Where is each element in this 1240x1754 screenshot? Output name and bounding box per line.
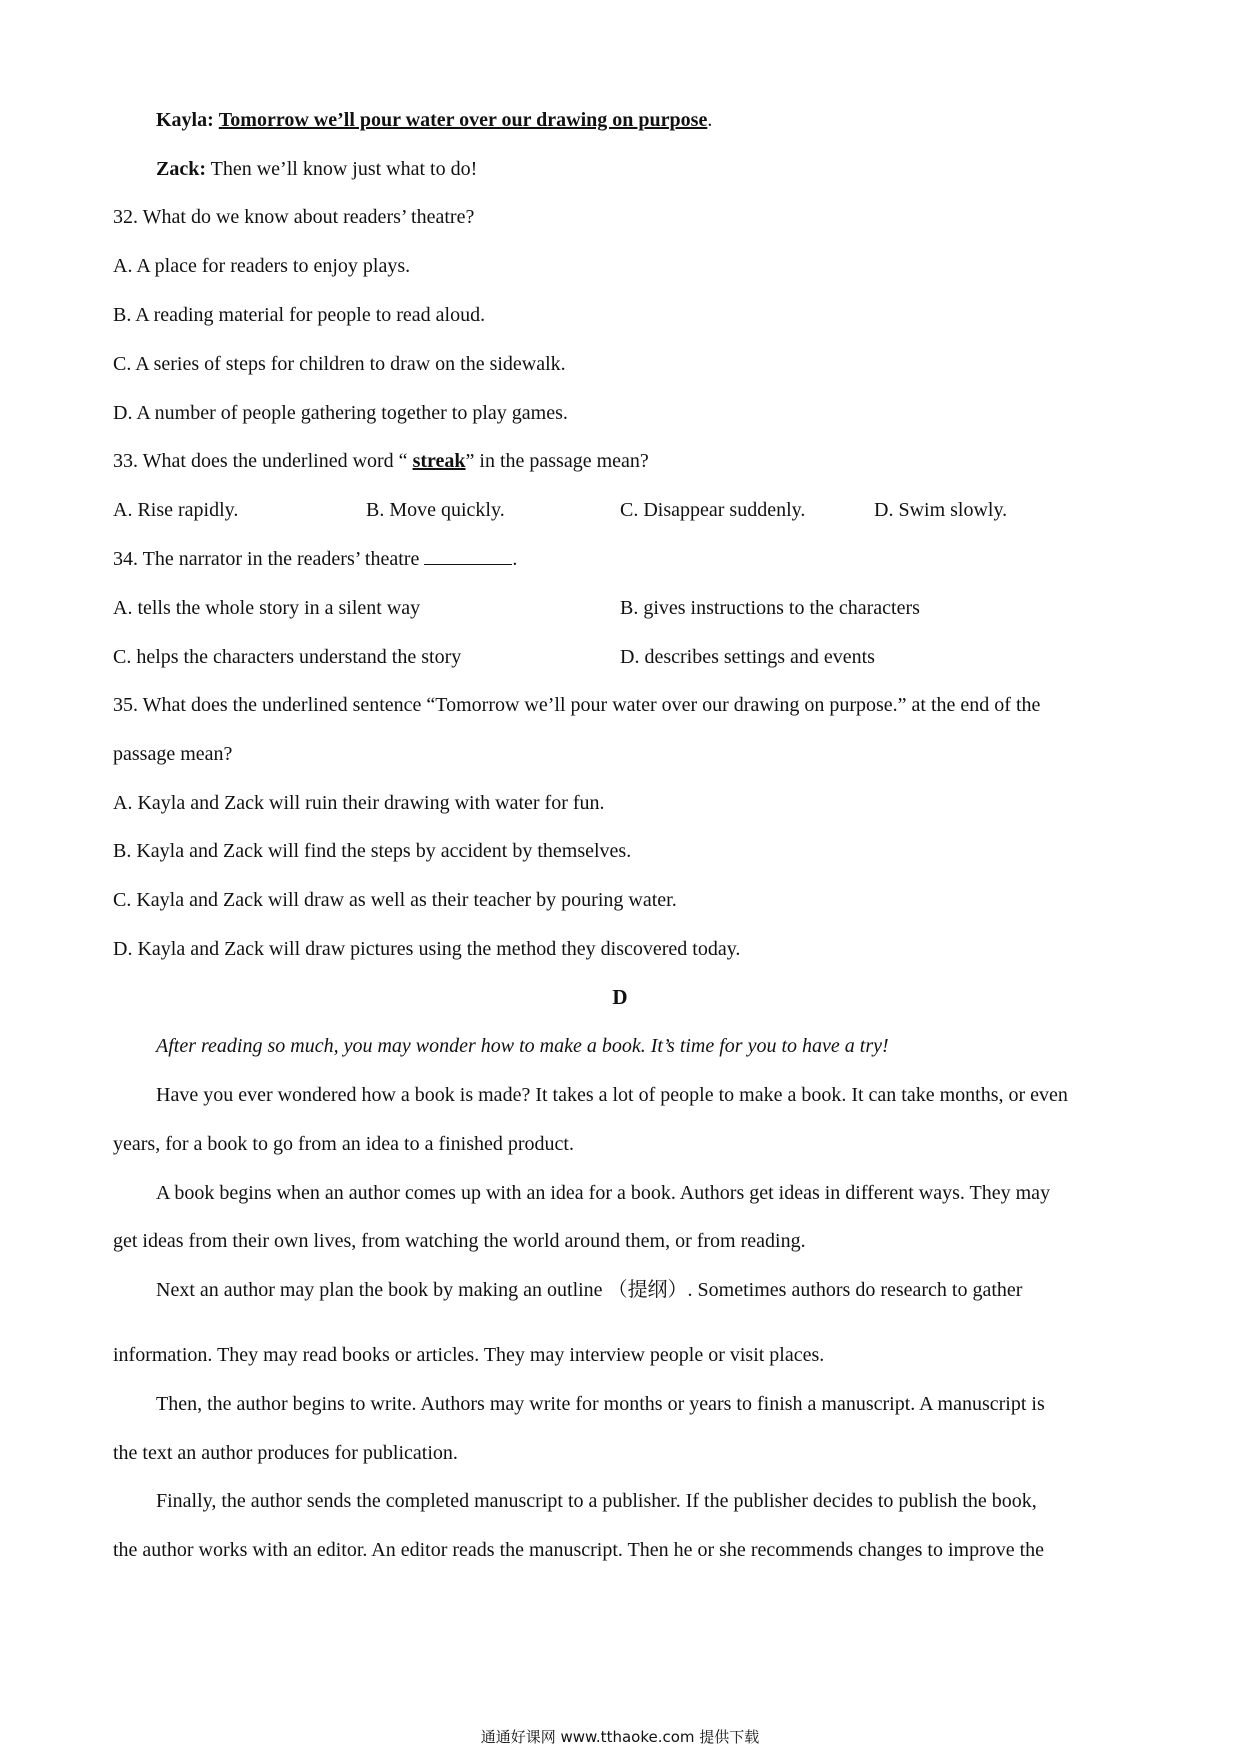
paragraph-4-line2: the text an author produces for publication. (113, 1442, 458, 1464)
dialogue-kayla (156, 108, 712, 132)
question-35-stem-line1: 35. What does the underlined sentence “Tomorrow we’ll pour water over our drawing on purpose.” at the end of the (113, 694, 1041, 716)
question-33-option-c: C. Disappear suddenly. (620, 499, 806, 521)
question-34-option-c: C. helps the characters understand the story (113, 646, 462, 668)
paragraph-3-line1: Next an author may plan the book by making an outline （提纲）. Sometimes authors do research to gather (156, 1279, 1023, 1301)
section-heading: D (612, 985, 628, 1009)
page-footer: 通通好课网 www.tthaoke.com 提供下载 (480, 1728, 760, 1746)
question-35-option-c: C. Kayla and Zack will draw as well as their teacher by pouring water. (113, 889, 677, 911)
question-33-option-a: A. Rise rapidly. (113, 499, 239, 521)
question-32-option-a: A. A place for readers to enjoy plays. (113, 255, 411, 277)
underlined-word: streak (412, 450, 466, 472)
question-34-option-d: D. describes settings and events (620, 646, 875, 668)
paragraph-5-line1: Finally, the author sends the completed manuscript to a publisher. If the publisher decides to publish the book, (156, 1490, 1037, 1512)
answer-blank (424, 548, 512, 565)
question-33-option-b: B. Move quickly. (366, 499, 505, 521)
zack-line: Then we’ll know just what to do! (210, 158, 478, 180)
question-32-option-d: D. A number of people gathering together to play games. (113, 402, 568, 424)
paragraph-2-line2: get ideas from their own lives, from watching the world around them, or from reading. (113, 1230, 806, 1252)
question-32-option-b: B. A reading material for people to read aloud. (113, 304, 486, 326)
question-33-stem-end: ” in the passage mean? (465, 450, 649, 472)
question-34-option-b: B. gives instructions to the characters (620, 597, 920, 619)
dialogue-zack (156, 157, 477, 181)
question-34-option-a: A. tells the whole story in a silent way (113, 597, 421, 619)
paragraph-5-line2: the author works with an editor. An editor reads the manuscript. Then he or she recommends changes to improve the (113, 1539, 1045, 1561)
kayla-period: . (707, 109, 713, 131)
paragraph-1-line1: Have you ever wondered how a book is made? It takes a lot of people to make a book. It can take months, or even (156, 1084, 1068, 1106)
question-34-stem-text: 34. The narrator in the readers’ theatre (113, 548, 420, 570)
paragraph-3-line2: information. They may read books or articles. They may interview people or visit places. (113, 1344, 825, 1366)
question-33-stem (113, 449, 649, 473)
question-35-option-d: D. Kayla and Zack will draw pictures using the method they discovered today. (113, 938, 741, 960)
question-35-option-b: B. Kayla and Zack will find the steps by accident by themselves. (113, 840, 632, 862)
paragraph-4-line1: Then, the author begins to write. Authors may write for months or years to finish a manuscript. A manuscript is (156, 1393, 1045, 1415)
speaker-zack: Zack: (156, 158, 206, 180)
underlined-sentence: Tomorrow we’ll pour water over our drawing on purpose (218, 109, 708, 131)
paragraph-1-line2: years, for a book to go from an idea to a finished product. (113, 1133, 574, 1155)
speaker-kayla: Kayla: (156, 109, 214, 131)
question-35-stem-line2: passage mean? (113, 743, 233, 765)
paragraph-2-line1: A book begins when an author comes up with an idea for a book. Authors get ideas in different ways. They may (156, 1182, 1051, 1204)
question-32-stem: 32. What do we know about readers’ theatre? (113, 206, 475, 228)
question-33-stem-start: 33. What does the underlined word “ (113, 450, 408, 472)
question-34-period: . (512, 548, 518, 570)
question-32-option-c: C. A series of steps for children to draw on the sidewalk. (113, 353, 566, 375)
section-intro: After reading so much, you may wonder how to make a book. It’s time for you to have a try! (156, 1035, 889, 1057)
question-33-option-d: D. Swim slowly. (874, 499, 1008, 521)
question-34-stem (113, 547, 517, 571)
question-35-option-a: A. Kayla and Zack will ruin their drawing with water for fun. (113, 792, 605, 814)
